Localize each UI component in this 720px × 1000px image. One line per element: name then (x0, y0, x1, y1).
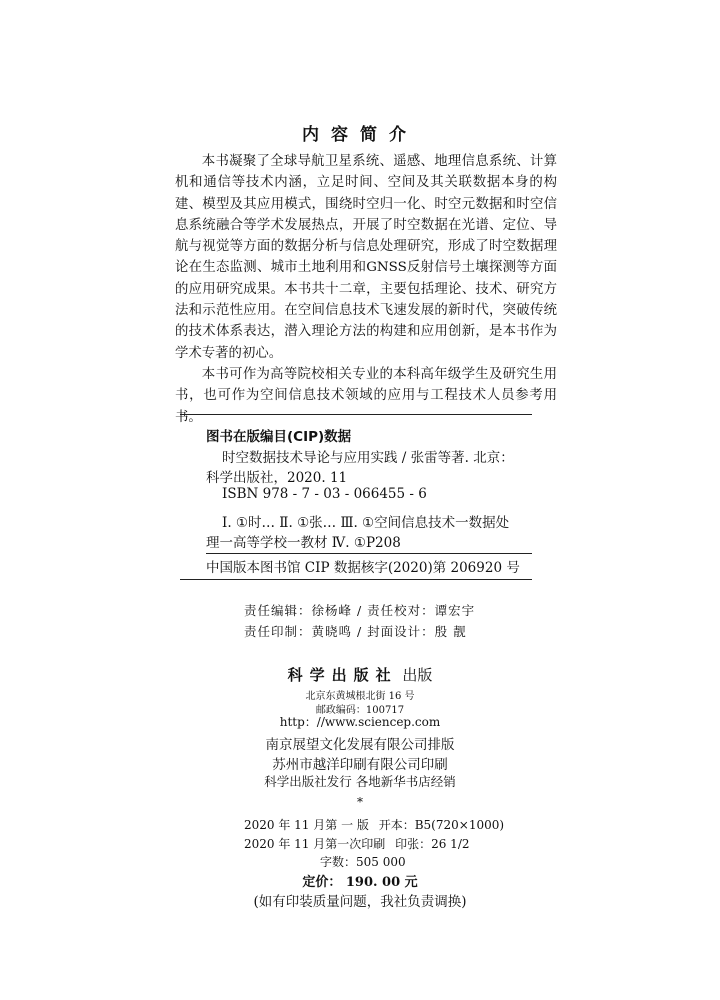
intro-title: 内容简介 (302, 125, 418, 145)
distribution-line: 科学出版社发行 各地新华书店经销 (264, 774, 456, 789)
separator-asterisk: * (357, 795, 363, 809)
price: 定价： 190. 00 元 (302, 875, 418, 890)
cip-bottom-rule (180, 579, 532, 580)
printer-line: 苏州市越洋印刷有限公司印刷 (272, 757, 448, 773)
printed-sheets: 印张：26 1/2 (395, 837, 470, 851)
typesetter-line: 南京展望文化发展有限公司排版 (265, 737, 455, 753)
quality-notice: (如有印装质量问题，我社负责调换) (253, 894, 467, 910)
publisher-row (0, 664, 720, 685)
intro-section (175, 151, 557, 428)
cip-line: 科学出版社，2020. 11 (206, 470, 348, 486)
intro-paragraph: 本书凝聚了全球导航卫星系统、遥感、地理信息系统、计算机和通信等技术内涵，立足时间、空间及其关联数据本身的构建、模型及其应用模式，围绕时空归一化、时空元数据和时空信息系统融合等学术发展热点，开展了时空数据在光谱、定位、导航与视觉等方面的数据分析与信息处理研究，形成了时空数据理论在生态监测、城市土地利用和GNSS反射信号土壤探测等方面的应用研究成果。本书共十二章，主要包括理论、技术、研究方法和示范性应用。在空间信息技术飞速发展的新时代，突破传统的技术体系表达，潜入理论方法的构建和应用创新，是本书作为学术专著的初心。 (175, 154, 557, 361)
cip-top-rule (180, 414, 532, 415)
edition-date: 2020 年 11 月第 一 版 (244, 818, 369, 832)
publisher-postcode: 邮政编码：100717 (315, 705, 405, 716)
impression-line (244, 835, 470, 852)
cip-line: ISBN 978 - 7 - 03 - 066455 - 6 (222, 486, 427, 502)
book-format: 开本：B5(720×1000) (378, 818, 505, 832)
cip-heading: 图书在版编目(CIP)数据 (206, 429, 352, 445)
publisher-seal: 科学出版社 (287, 666, 398, 684)
word-count: 字数：505 000 (320, 855, 406, 869)
cip-line: 时空数据技术导论与应用实践 / 张雷等著. 北京： (222, 450, 514, 466)
editor-line: 责任编辑：徐杨峰 / 责任校对：谭宏宇 (244, 603, 476, 618)
publish-label: 出版 (402, 666, 433, 684)
impression-date: 2020 年 11 月第一次印刷 (244, 837, 386, 851)
cip-line: Ⅰ. ①时… Ⅱ. ①张… Ⅲ. ①空间信息技术一数据处 (222, 515, 510, 531)
cip-divider (206, 553, 532, 554)
intro-paragraph: 本书可作为高等院校相关专业的本科高年级学生及研究生用书，也可作为空间信息技术领域的应用与工程技术人员参考用书。 (175, 366, 557, 425)
publisher-website: http：//www.sciencep.com (279, 715, 441, 729)
cip-core-number: 中国版本图书馆 CIP 数据核字(2020)第 206920 号 (206, 560, 520, 576)
production-line: 责任印制：黄晓鸣 / 封面设计：殷 靓 (244, 624, 467, 639)
cip-line: 理一高等学校一教材 Ⅳ. ①P208 (206, 535, 401, 551)
edition-line (244, 816, 504, 833)
publisher-address: 北京东黄城根北街 16 号 (305, 691, 415, 702)
